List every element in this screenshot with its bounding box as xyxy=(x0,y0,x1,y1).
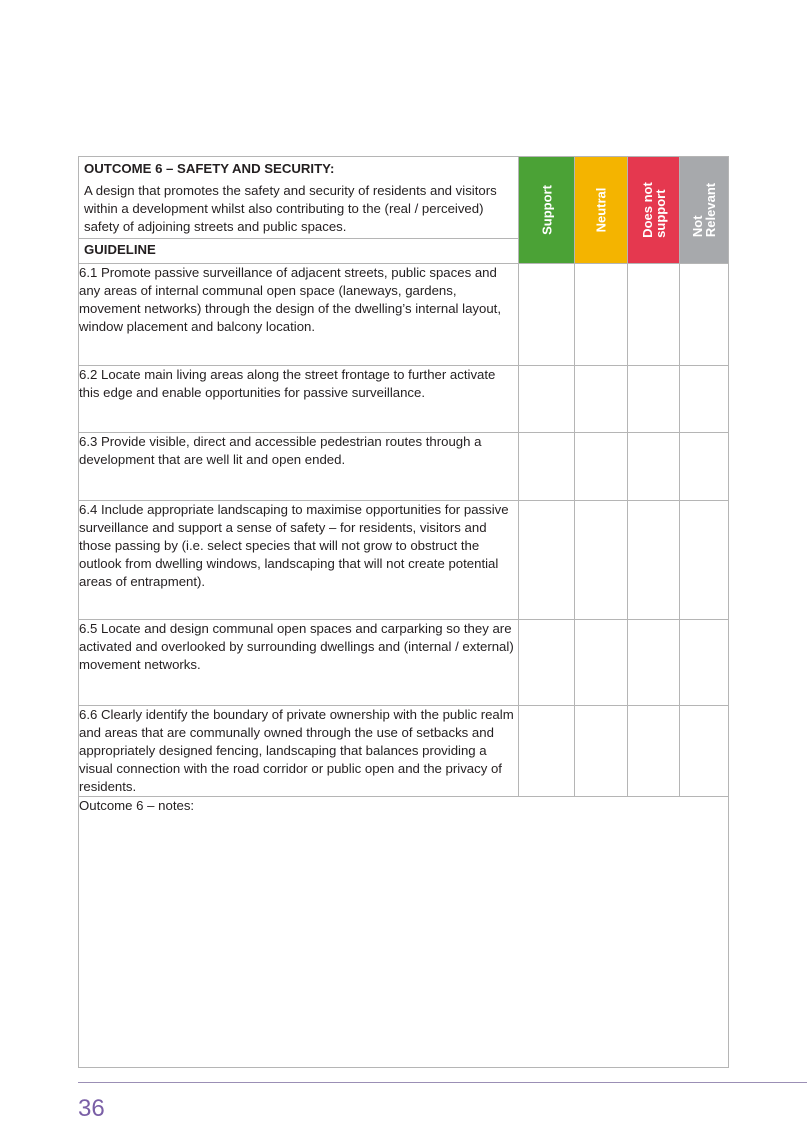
rating-cell-does-not-support[interactable] xyxy=(628,433,680,501)
outcome-assessment-table xyxy=(78,156,729,1068)
guideline-6-2: 6.2 Locate main living areas along the street frontage to further activate this edge and enable opportunities for passive surveillance. xyxy=(79,366,519,433)
rating-header-support xyxy=(519,157,575,264)
table-header-row xyxy=(79,157,729,264)
rating-cell-not-relevant[interactable] xyxy=(680,264,729,366)
guideline-6-6: 6.6 Clearly identify the boundary of private ownership with the public realm and areas that are communally owned through the use of setbacks and appropriately designed fencing, landscaping that balances providing a visual connection with the road corridor or public open and the privacy of residents. xyxy=(79,706,519,797)
outcome-title: OUTCOME 6 – SAFETY AND SECURITY: xyxy=(84,161,335,176)
notes-row xyxy=(79,797,729,1068)
rating-cell-support[interactable] xyxy=(519,620,575,706)
rating-cell-not-relevant[interactable] xyxy=(680,366,729,433)
rating-cell-not-relevant[interactable] xyxy=(680,706,729,797)
rating-cell-not-relevant[interactable] xyxy=(680,501,729,620)
rating-cell-neutral[interactable] xyxy=(575,501,628,620)
rating-cell-not-relevant[interactable] xyxy=(680,620,729,706)
table-row xyxy=(79,620,729,706)
rating-cell-support[interactable] xyxy=(519,501,575,620)
rating-cell-neutral[interactable] xyxy=(575,620,628,706)
rating-cell-support[interactable] xyxy=(519,366,575,433)
rating-cell-not-relevant[interactable] xyxy=(680,433,729,501)
table-row xyxy=(79,706,729,797)
rating-cell-does-not-support[interactable] xyxy=(628,366,680,433)
table-row xyxy=(79,501,729,620)
rating-cell-neutral[interactable] xyxy=(575,433,628,501)
notes-label: Outcome 6 – notes: xyxy=(79,798,195,813)
table-row xyxy=(79,366,729,433)
rating-cell-neutral[interactable] xyxy=(575,706,628,797)
notes-area[interactable] xyxy=(79,797,729,1068)
rating-cell-support[interactable] xyxy=(519,264,575,366)
rating-header-does-not-support xyxy=(628,157,680,264)
rating-cell-does-not-support[interactable] xyxy=(628,264,680,366)
guideline-6-5: 6.5 Locate and design communal open spaces and carparking so they are activated and overlooked by surrounding dwellings and (internal / external) movement networks. xyxy=(79,620,519,706)
rating-header-neutral xyxy=(575,157,628,264)
outcome-description: A design that promotes the safety and security of residents and visitors within a development whilst also contributing to the (real / perceived) safety of adjoining streets and public spaces. xyxy=(84,183,497,234)
rating-label-not-relevant: Not Relevant xyxy=(690,182,718,238)
guideline-6-3: 6.3 Provide visible, direct and accessible pedestrian routes through a development that are well lit and open ended. xyxy=(79,433,519,501)
page-number: 36 xyxy=(78,1095,105,1122)
rating-cell-does-not-support[interactable] xyxy=(628,501,680,620)
rating-label-does-not-support: Does not support xyxy=(639,182,668,238)
rating-cell-does-not-support[interactable] xyxy=(628,620,680,706)
rating-label-support: Support xyxy=(539,185,554,235)
footer-divider xyxy=(78,1082,807,1083)
table-row xyxy=(79,264,729,366)
rating-header-not-relevant xyxy=(680,157,729,264)
guideline-6-4: 6.4 Include appropriate landscaping to maximise opportunities for passive surveillance and support a sense of safety – for residents, visitors and those passing by (i.e. select species that will not grow to obstruct the outlook from dwelling windows, landscaping that will not create potential areas of entrapment). xyxy=(79,501,519,620)
rating-label-neutral: Neutral xyxy=(593,187,609,233)
table-row xyxy=(79,433,729,501)
rating-cell-support[interactable] xyxy=(519,433,575,501)
rating-cell-support[interactable] xyxy=(519,706,575,797)
guideline-6-1: 6.1 Promote passive surveillance of adjacent streets, public spaces and any areas of internal communal open space (laneways, gardens, movement networks) through the design of the dwelling’s internal layout, window placement and balcony location. xyxy=(79,264,519,366)
rating-cell-neutral[interactable] xyxy=(575,366,628,433)
rating-cell-does-not-support[interactable] xyxy=(628,706,680,797)
rating-cell-neutral[interactable] xyxy=(575,264,628,366)
guideline-label: GUIDELINE xyxy=(79,238,518,263)
outcome-header-cell xyxy=(79,157,519,264)
